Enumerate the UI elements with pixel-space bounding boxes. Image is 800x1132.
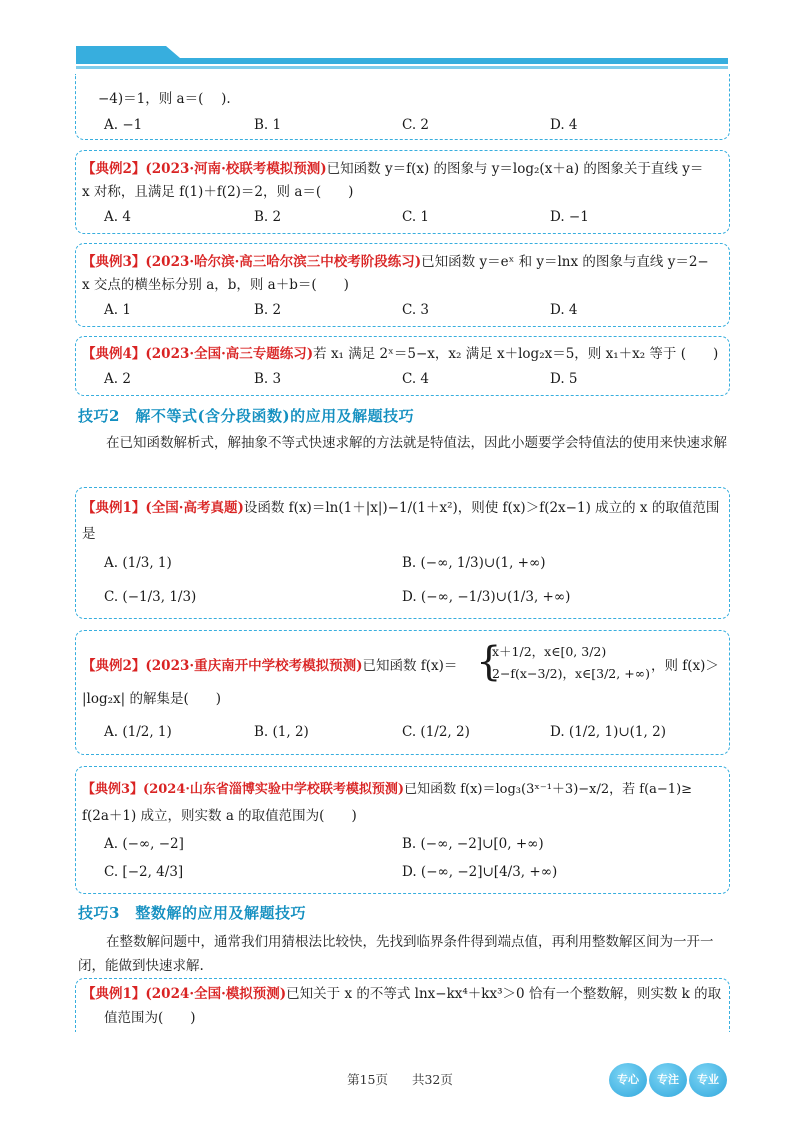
option-b: B. (−∞, −2]∪[0, +∞) xyxy=(402,836,544,852)
option-d: D. (−∞, −1/3)∪(1/3, +∞) xyxy=(402,589,571,605)
badge: 专注 xyxy=(649,1063,687,1097)
example-tag: 【典例3】 xyxy=(82,782,144,797)
option-c: C. (1/2, 2) xyxy=(402,724,470,740)
question-box xyxy=(75,766,730,894)
piecewise-case-1: x＋1/2，x∈[0, 3/2) xyxy=(492,644,607,659)
question-text-line2: x 交点的横坐标分别 a，b，则 a＋b＝( ) xyxy=(82,277,349,293)
question-box xyxy=(75,150,730,234)
page-number: 第15页 xyxy=(347,1072,388,1087)
question-box-continued xyxy=(75,74,730,140)
option-d: D. (−∞, −2]∪[4/3, +∞) xyxy=(402,864,558,880)
option-a: A. (1/2, 1) xyxy=(104,724,172,740)
section-paragraph: 在整数解问题中，通常我们用猜根法比较快，先找到临界条件得到端点值，再利用整数解区间为一开一闭，能做到快速求解. xyxy=(78,934,714,974)
question-text: 已知函数 f(x)＝log₃(3ˣ⁻¹＋3)−x/2，若 f(a−1)≥ xyxy=(404,782,693,797)
question-text: 已知函数 f(x)＝ xyxy=(362,658,458,674)
example-tag: 【典例2】 xyxy=(82,161,146,177)
option-b: B. (1, 2) xyxy=(254,724,309,740)
question-text-tail: ，则 f(x)＞ xyxy=(651,658,719,674)
section-title: 技巧2 解不等式(含分段函数)的应用及解题技巧 xyxy=(78,407,415,425)
option-c: C. (−1/3, 1/3) xyxy=(104,589,197,605)
option-b: B. 3 xyxy=(254,371,282,387)
option-d: D. (1/2, 1)∪(1, 2) xyxy=(550,724,666,740)
page-total: 共32页 xyxy=(411,1072,453,1087)
example-tag: 【典例2】 xyxy=(82,658,146,674)
option-b: B. 1 xyxy=(254,117,282,133)
option-a: A. 2 xyxy=(104,371,131,387)
example-tag: 【典例1】 xyxy=(82,986,146,1002)
option-d: D. 5 xyxy=(550,371,578,387)
question-box xyxy=(75,487,730,619)
slogan-badges xyxy=(609,1063,727,1097)
badge: 专业 xyxy=(689,1063,727,1097)
example-tag: 【典例3】 xyxy=(82,254,146,270)
option-a: A. 4 xyxy=(104,209,131,225)
option-c: C. 1 xyxy=(402,209,430,225)
badge: 专心 xyxy=(609,1063,647,1097)
question-text-line2: 是 xyxy=(82,526,96,542)
question-source: (2023·重庆南开中学校考模拟预测) xyxy=(145,658,363,674)
question-box xyxy=(75,336,730,396)
question-text: 已知关于 x 的不等式 lnx−kx⁴＋kx³＞0 恰有一个整数解，则实数 k 的取 xyxy=(286,986,722,1002)
option-c: C. 3 xyxy=(402,302,430,318)
option-d: D. −1 xyxy=(550,209,589,225)
question-line xyxy=(82,497,723,519)
option-b: B. (−∞, 1/3)∪(1, +∞) xyxy=(402,555,546,571)
question-text-line2: |log₂x| 的解集是( ) xyxy=(82,691,222,707)
question-text: 若 x₁ 满足 2ˣ＝5−x，x₂ 满足 x＋log₂x＝5，则 x₁＋x₂ 等于 ( ) xyxy=(313,346,719,362)
question-text-line2: 值范围为( ) xyxy=(104,1010,196,1026)
question-text: 设函数 f(x)＝ln(1＋|x|)−1/(1＋x²)，则使 f(x)＞f(2x−1) 成立的 x 的取值范围 xyxy=(243,500,720,516)
section-title: 技巧3 整数解的应用及解题技巧 xyxy=(78,904,306,922)
question-box xyxy=(75,630,730,755)
option-c: C. 4 xyxy=(402,371,430,387)
option-a: A. −1 xyxy=(104,117,143,133)
question-text: 已知函数 y＝f(x) 的图象与 y＝log₂(x＋a) 的图象关于直线 y＝ xyxy=(326,161,704,177)
option-d: D. 4 xyxy=(550,302,578,318)
option-a: A. 1 xyxy=(104,302,131,318)
section-paragraph: 在已知函数解析式，解抽象不等式快速求解的方法就是特值法，因此小题要学会特值法的使用来快速求解 xyxy=(106,435,727,451)
question-box xyxy=(75,243,730,327)
option-d: D. 4 xyxy=(550,117,578,133)
option-b: B. 2 xyxy=(254,209,282,225)
question-source: (2023·河南·校联考模拟预测) xyxy=(145,161,327,177)
question-text-line2: x 对称，且满足 f(1)＋f(2)＝2，则 a＝( ) xyxy=(82,184,354,200)
question-source: (2023·全国·高三专题练习) xyxy=(145,346,314,362)
question-line xyxy=(82,251,723,273)
option-a: A. (−∞, −2] xyxy=(104,836,184,852)
option-c: C. 2 xyxy=(402,117,430,133)
question-source: (2024·山东省淄博实验中学校联考模拟预测) xyxy=(143,782,405,797)
question-line xyxy=(82,779,723,801)
question-source: (全国·高考真题) xyxy=(145,500,244,516)
option-c: C. [−2, 4/3] xyxy=(104,864,184,880)
question-line xyxy=(82,983,723,1005)
example-tag: 【典例4】 xyxy=(82,346,146,362)
question-text: 已知函数 y＝eˣ 和 y＝lnx 的图象与直线 y＝2− xyxy=(421,254,709,270)
question-stem: −4)＝1，则 a＝( ). xyxy=(98,91,231,107)
question-text-line2: f(2a＋1) 成立，则实数 a 的取值范围为( ) xyxy=(82,808,357,824)
question-box-continuing xyxy=(75,978,730,1032)
header-banner xyxy=(76,44,728,70)
question-source: (2023·哈尔滨·高三哈尔滨三中校考阶段练习) xyxy=(145,254,422,270)
question-source: (2024·全国·模拟预测) xyxy=(145,986,287,1002)
option-a: A. (1/3, 1) xyxy=(104,555,172,571)
piecewise-case-2: 2−f(x−3/2)，x∈[3/2, +∞) xyxy=(492,666,650,681)
question-line xyxy=(82,158,723,180)
option-b: B. 2 xyxy=(254,302,282,318)
piecewise-brace: { xyxy=(476,639,502,685)
example-tag: 【典例1】 xyxy=(82,500,146,516)
question-line xyxy=(82,343,723,365)
